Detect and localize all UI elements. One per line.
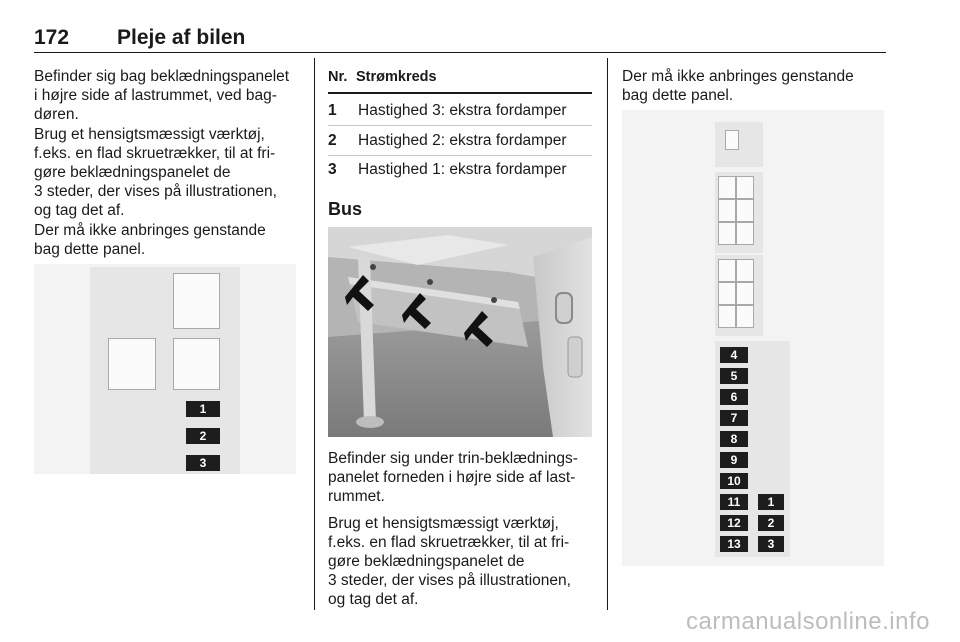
panel-location-photo (328, 227, 592, 437)
table-cell-circuit: Hastighed 3: ekstra fordamper (358, 102, 567, 119)
table-header-rule (328, 92, 592, 94)
fuse-slot (718, 176, 736, 199)
fuse-number-label: 9 (720, 452, 748, 468)
fuse-slot (718, 222, 736, 245)
fuse-panel (90, 267, 240, 474)
table-cell-circuit: Hastighed 2: ekstra fordamper (358, 132, 567, 149)
fuse-slot (736, 259, 754, 282)
table-cell-nr: 2 (328, 132, 337, 149)
fuse-slot (736, 199, 754, 222)
fuse-number-label: 13 (720, 536, 748, 552)
fuse-slot (736, 222, 754, 245)
fuse-number-label: 2 (186, 428, 220, 444)
column-divider-2 (607, 58, 608, 610)
fuse-slot (725, 130, 739, 150)
fuse-number-label: 8 (720, 431, 748, 447)
fuse-number-label: 12 (720, 515, 748, 531)
fuse-number-label: 5 (720, 368, 748, 384)
fuse-panel (715, 255, 763, 336)
table-cell-nr: 3 (328, 161, 337, 178)
table-cell-nr: 1 (328, 102, 337, 119)
fuse-panel (715, 172, 763, 253)
fuse-number-label: 1 (186, 401, 220, 417)
fuse-number-label: 4 (720, 347, 748, 363)
fuse-number-label: 3 (186, 455, 220, 471)
header-rule (34, 52, 886, 53)
page-number: 172 (34, 26, 70, 49)
fuse-slot (718, 259, 736, 282)
table-cell-circuit: Hastighed 1: ekstra fordamper (358, 161, 567, 178)
left-paragraph-2: Brug et hensigtsmæssigt værktøj, f.eks. en flad skruetrækker, til at fri- gøre beklædningspanelet de 3 steder, der vises på illustrationen, og tag det af. (34, 126, 277, 219)
fuse-slot (173, 338, 220, 390)
page-title: Pleje af bilen (117, 26, 246, 49)
fuse-number-label: 6 (720, 389, 748, 405)
table-header-circuit: Strømkreds (356, 69, 437, 85)
middle-paragraph-2: Brug et hensigtsmæssigt værktøj, f.eks. en flad skruetrækker, til at fri- gøre beklædningspanelet de 3 steder, der vises på illustrationen, og tag det af. (328, 515, 571, 608)
watermark: carmanualsonline.info (686, 608, 930, 635)
column-divider-1 (314, 58, 315, 610)
fuse-number-label: 1 (758, 494, 784, 510)
fuse-slot (736, 305, 754, 328)
fuse-number-label: 7 (720, 410, 748, 426)
fuse-panel (715, 341, 790, 557)
middle-paragraph-1: Befinder sig under trin-beklædnings- panelet forneden i højre side af last- rummet. (328, 450, 578, 505)
left-paragraph-3: Der må ikke anbringes genstande bag dette panel. (34, 222, 266, 258)
right-fuse-illustration (622, 110, 884, 566)
fuse-slot (736, 176, 754, 199)
right-paragraph-1: Der må ikke anbringes genstande bag dette panel. (622, 68, 854, 104)
fuse-slot (173, 273, 220, 329)
fuse-slot (718, 199, 736, 222)
fuse-slot (736, 282, 754, 305)
left-fuse-illustration (34, 264, 296, 474)
table-header-nr: Nr. (328, 69, 348, 85)
fuse-slot (718, 305, 736, 328)
fuse-number-label: 10 (720, 473, 748, 489)
section-heading-bus: Bus (328, 199, 363, 219)
left-paragraph-1: Befinder sig bag beklædningspanelet i højre side af lastrummet, ved bag- døren. (34, 68, 290, 123)
fuse-number-label: 11 (720, 494, 748, 510)
fuse-panel (715, 122, 763, 167)
table-row-separator (328, 125, 592, 126)
van-interior-illustration (328, 227, 592, 437)
table-row-separator (328, 155, 592, 156)
fuse-number-label: 2 (758, 515, 784, 531)
fuse-number-label: 3 (758, 536, 784, 552)
fuse-slot (108, 338, 156, 390)
fuse-slot (718, 282, 736, 305)
